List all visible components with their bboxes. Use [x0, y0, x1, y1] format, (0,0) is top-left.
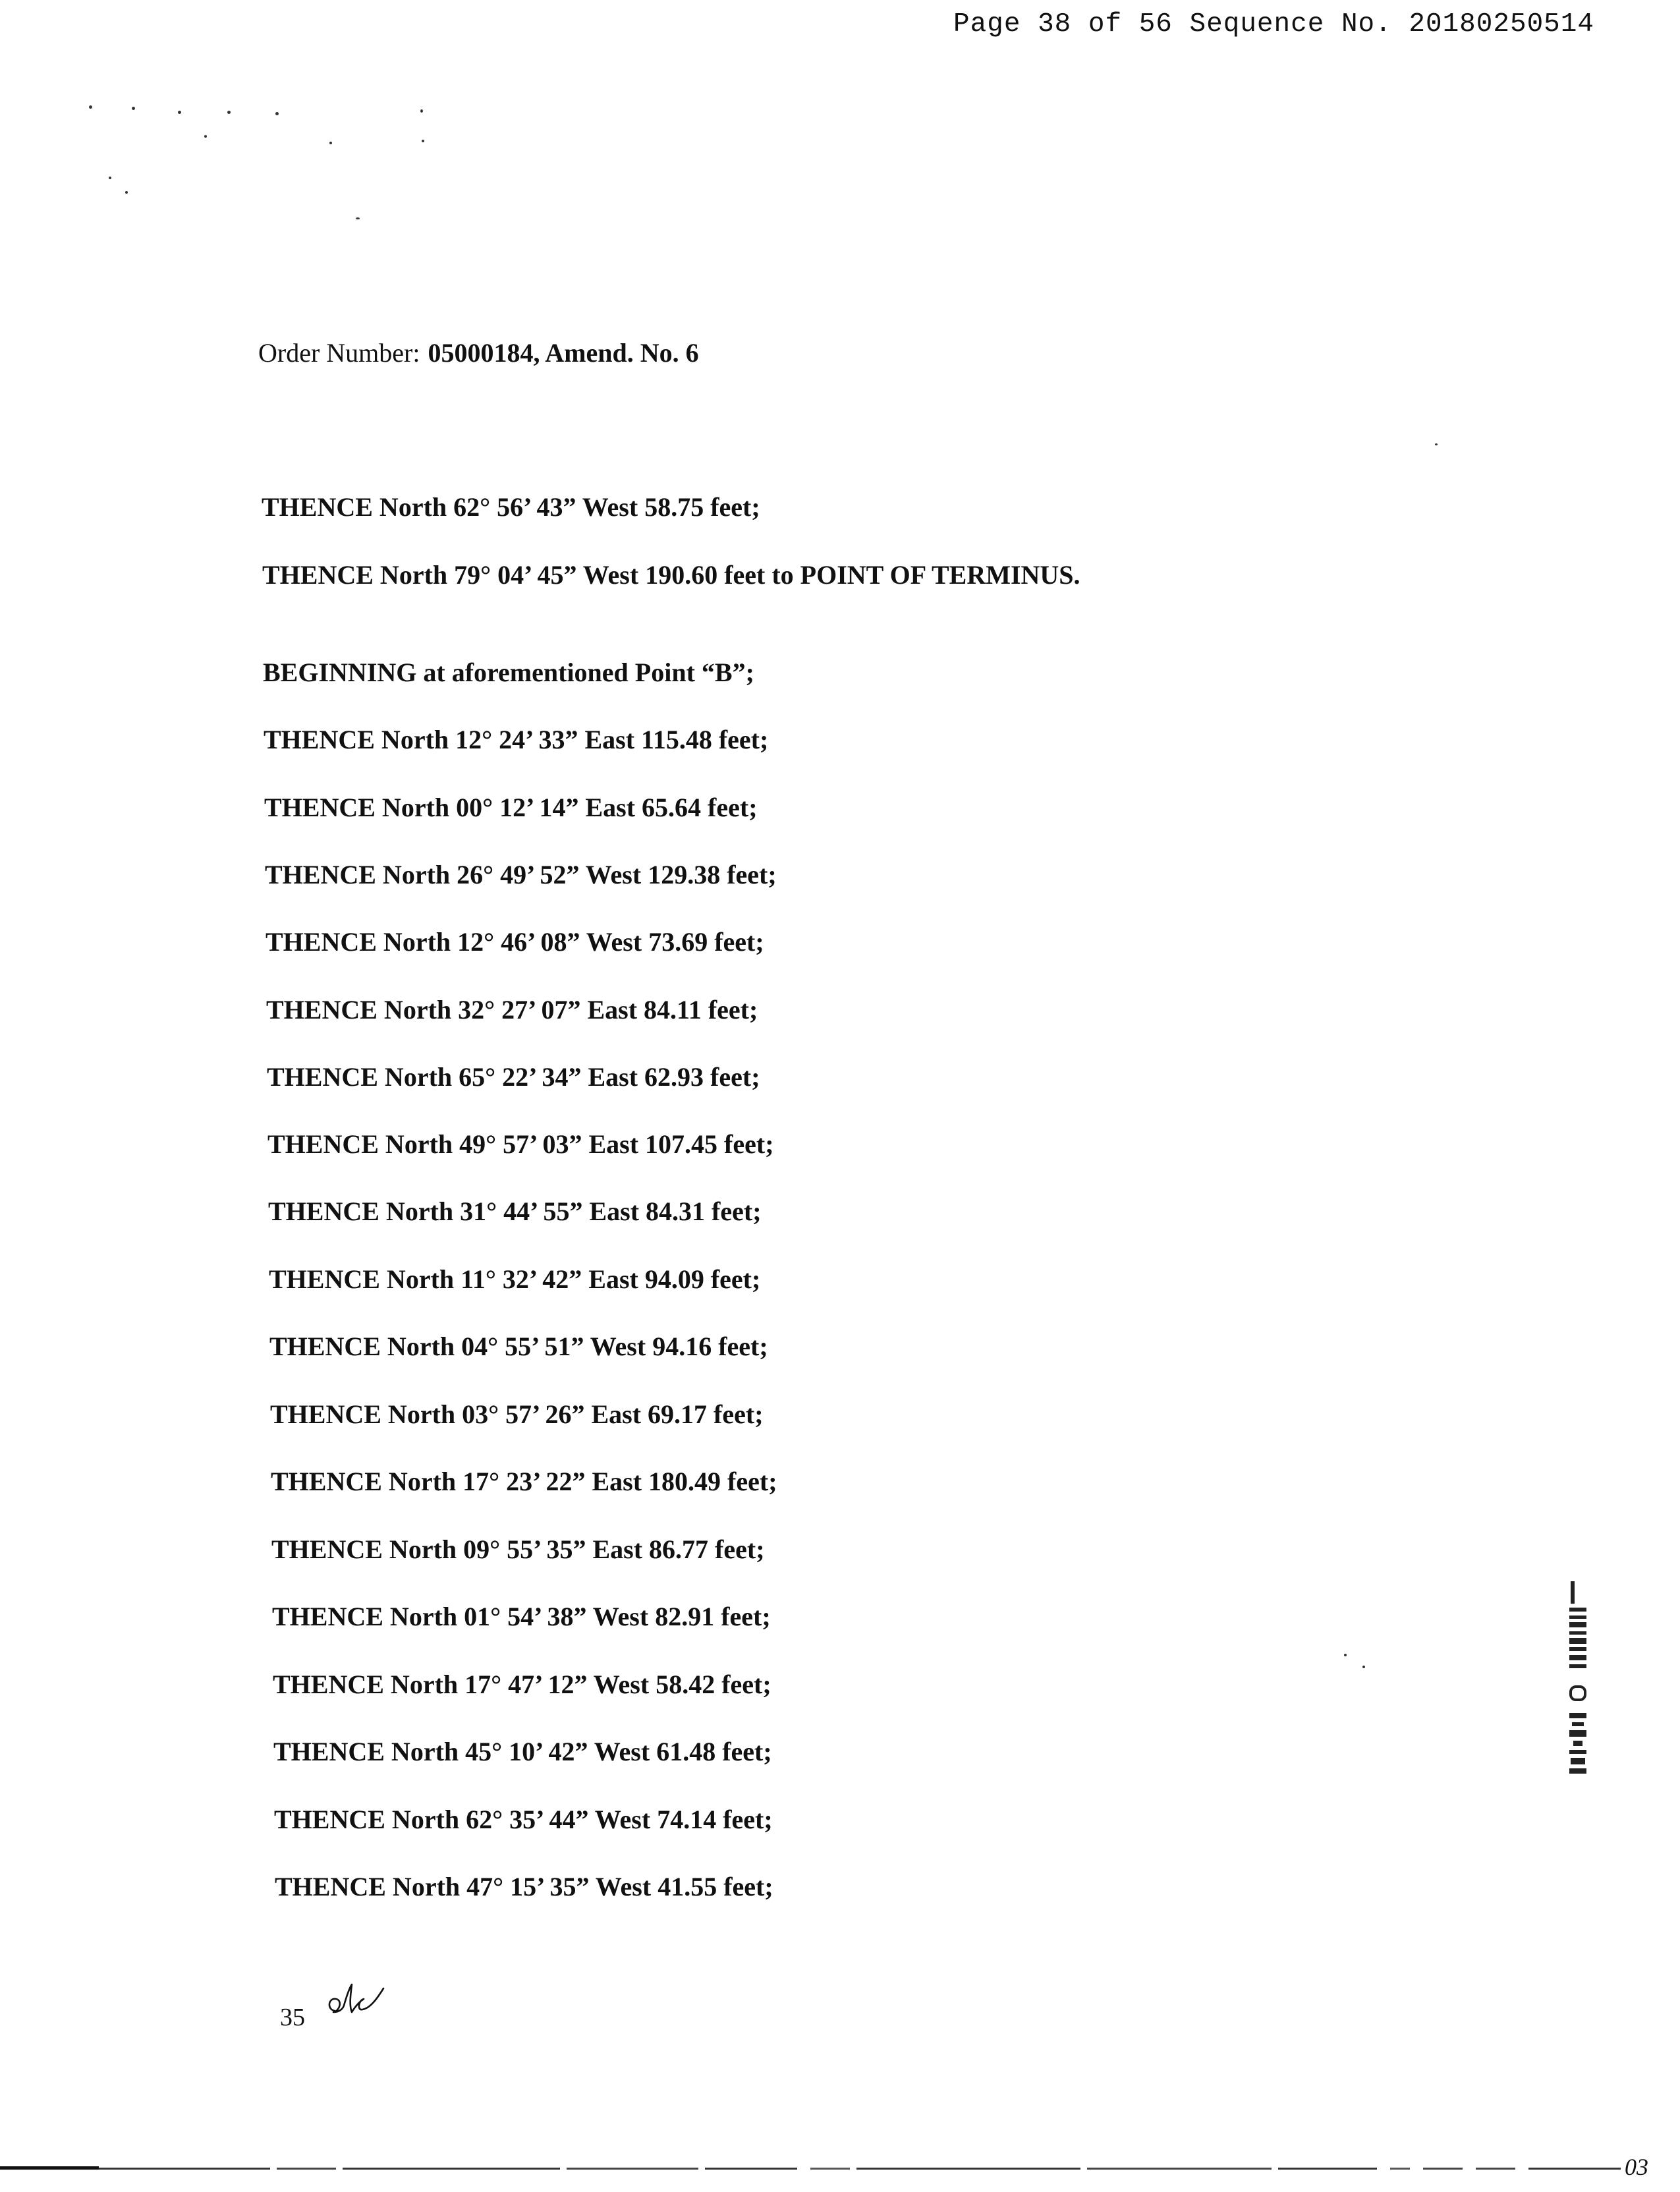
order-number-value: 05000184, Amend. No. 6: [428, 338, 699, 368]
bearing-line: THENCE North 79° 04’ 45” West 190.60 feet to POINT OF TERMINUS.: [262, 560, 1080, 590]
bearing-line: THENCE North 49° 57’ 03” East 107.45 feet;: [267, 1129, 774, 1159]
bearing-line: THENCE North 17° 47’ 12” West 58.42 feet;: [273, 1670, 771, 1699]
bearing-line: THENCE North 09° 55’ 35” East 86.77 feet;: [271, 1534, 765, 1564]
scan-speck: [1435, 443, 1438, 445]
scan-speck: [329, 142, 332, 144]
bearing-line: THENCE North 12° 24’ 33” East 115.48 feet;: [264, 725, 769, 754]
footer-rule-line: [0, 2164, 1621, 2172]
scan-speck: [1344, 1654, 1347, 1656]
bearing-line: THENCE North 62° 35’ 44” West 74.14 feet;: [274, 1805, 773, 1834]
scan-speck: [227, 111, 231, 114]
bearing-line: THENCE North 26° 49’ 52” West 129.38 feet;: [265, 860, 777, 889]
scan-speck: [356, 217, 360, 219]
scan-speck: [125, 191, 128, 194]
scan-speck: [420, 109, 423, 113]
order-number-line: [258, 337, 699, 368]
page-number: 35: [280, 2004, 305, 2031]
bearing-line: THENCE North 01° 54’ 38” West 82.91 feet;: [272, 1602, 771, 1631]
bearing-line: THENCE North 12° 46’ 08” West 73.69 feet;: [266, 927, 764, 957]
bearing-line: THENCE North 32° 27’ 07” East 84.11 feet;: [266, 995, 758, 1025]
bearing-line: THENCE North 00° 12’ 14” East 65.64 feet;: [264, 793, 758, 822]
beginning-point-line: BEGINNING at aforementioned Point “B”;: [263, 658, 754, 687]
bearing-line: THENCE North 65° 22’ 34” East 62.93 feet;: [267, 1062, 760, 1092]
order-number-label: Order Number:: [258, 338, 420, 368]
page-sequence-header: Page 38 of 56 Sequence No. 20180250514: [953, 9, 1594, 40]
scan-speck: [1362, 1666, 1365, 1668]
bearing-line: THENCE North 31° 44’ 55” East 84.31 feet;: [268, 1196, 762, 1226]
scan-speck: [422, 140, 424, 142]
bearing-line: THENCE North 04° 55’ 51” West 94.16 feet;: [269, 1332, 768, 1361]
footer-code: 03: [1625, 2154, 1648, 2180]
scan-speck: [275, 112, 279, 115]
bearing-line: THENCE North 03° 57’ 26” East 69.17 feet;: [270, 1399, 764, 1429]
handwritten-initials: [323, 1977, 389, 2023]
bearing-line: THENCE North 47° 15’ 35” West 41.55 feet;: [275, 1872, 773, 1901]
scan-speck: [132, 107, 135, 110]
bearing-line: THENCE North 17° 23’ 22” East 180.49 feet;: [271, 1467, 777, 1496]
scan-speck: [109, 177, 111, 179]
bearing-line: THENCE North 45° 10’ 42” West 61.48 feet;: [273, 1737, 772, 1766]
bearing-line: THENCE North 62° 56’ 43” West 58.75 feet;: [262, 492, 760, 522]
scan-speck: [204, 135, 207, 138]
vertical-stamp-mark: [1565, 1581, 1594, 1845]
scan-speck: [178, 111, 181, 114]
scan-speck: [89, 105, 92, 109]
bearing-line: THENCE North 11° 32’ 42” East 94.09 feet;: [269, 1264, 761, 1294]
